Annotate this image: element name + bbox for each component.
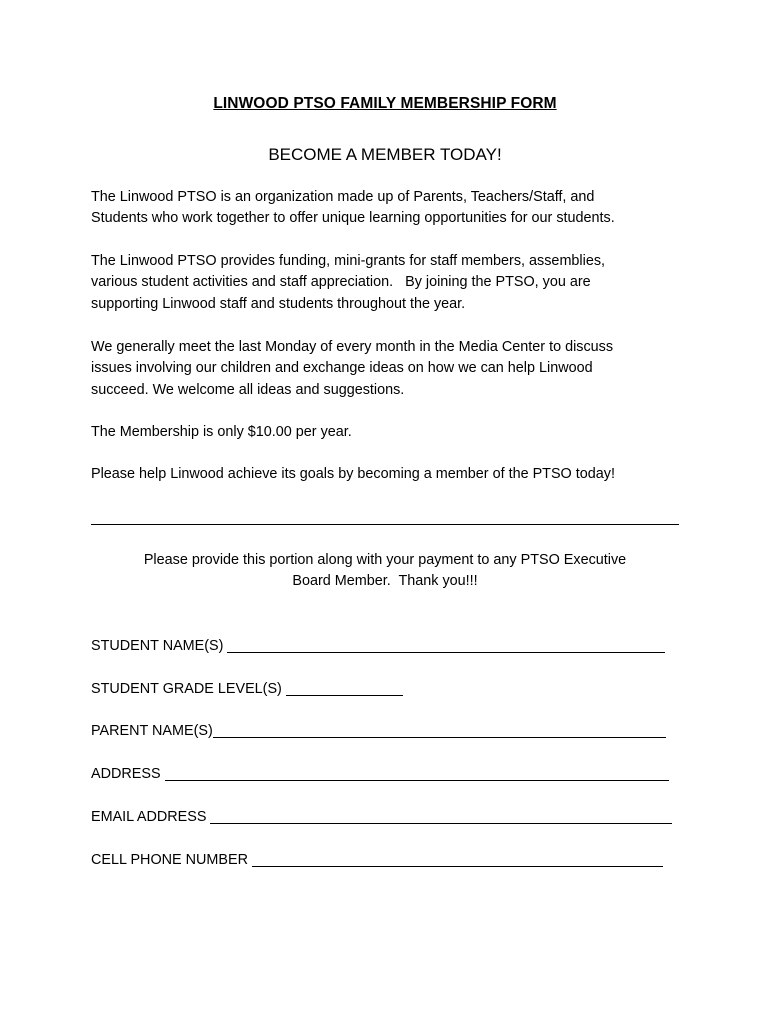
call-to-action-paragraph (91, 464, 691, 485)
meeting-paragraph (91, 337, 691, 401)
paragraph-line: The Linwood PTSO is an organization made up of Parents, Teachers/Staff, and (91, 189, 595, 205)
grade-level-field (91, 679, 403, 699)
note-line: Please provide this portion along with your payment to any PTSO Executive (143, 552, 627, 568)
funding-paragraph (91, 251, 691, 315)
form-subtitle: BECOME A MEMBER TODAY! (268, 145, 502, 164)
paragraph-line: Students who work together to offer unique learning opportunities for our students. (91, 210, 615, 227)
paragraph-line: We generally meet the last Monday of every month in the Media Center to discuss (91, 339, 614, 355)
paragraph-line: The Linwood PTSO provides funding, mini-grants for staff members, assemblies, (91, 253, 606, 269)
paragraph-line: supporting Linwood staff and students throughout the year. (91, 295, 466, 312)
paragraph-line: issues involving our children and exchange ideas on how we can help Linwood (91, 360, 593, 377)
address-input-line[interactable] (165, 766, 669, 781)
email-label: EMAIL ADDRESS (91, 809, 211, 825)
parent-names-field (91, 721, 666, 741)
paragraph-line: The Membership is only $10.00 per year. (91, 424, 352, 440)
membership-fee-paragraph (91, 422, 691, 443)
address-label: ADDRESS (91, 766, 165, 782)
paragraph-line: various student activities and staff appreciation. By joining the PTSO, you are (91, 274, 591, 291)
email-input-line[interactable] (210, 809, 672, 824)
paragraph-line: succeed. We welcome all ideas and suggestions. (91, 381, 405, 398)
note-line: Board Member. Thank you!!! (292, 573, 478, 590)
email-field (91, 807, 672, 827)
cut-line-divider (91, 524, 679, 525)
grade-level-input-line[interactable] (286, 681, 403, 696)
submission-note (0, 550, 770, 593)
parent-names-input-line[interactable] (213, 723, 666, 738)
cell-phone-label: CELL PHONE NUMBER (91, 852, 252, 868)
student-names-field (91, 636, 665, 656)
intro-paragraph (91, 187, 691, 230)
student-names-label: STUDENT NAME(S) (91, 638, 228, 654)
address-field (91, 764, 669, 784)
grade-level-label: STUDENT GRADE LEVEL(S) (91, 681, 286, 697)
form-title: LINWOOD PTSO FAMILY MEMBERSHIP FORM (213, 95, 557, 112)
parent-names-label: PARENT NAME(S) (91, 723, 213, 739)
paragraph-line: Please help Linwood achieve its goals by becoming a member of the PTSO today! (91, 466, 615, 482)
student-names-input-line[interactable] (227, 638, 665, 653)
cell-phone-input-line[interactable] (252, 852, 663, 867)
cell-phone-field (91, 850, 663, 870)
